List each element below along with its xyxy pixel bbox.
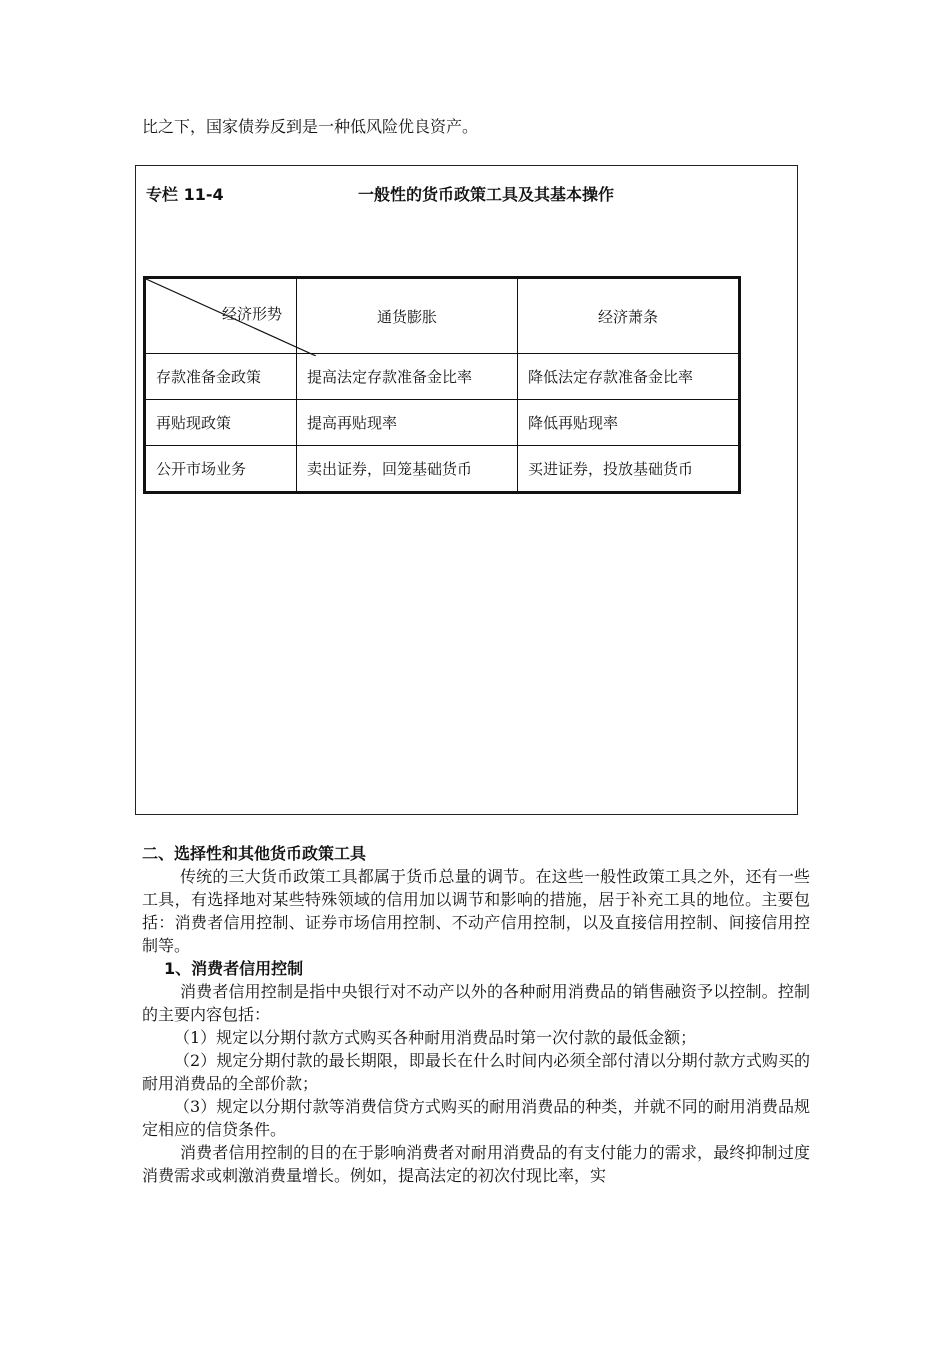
list-item: （2）规定分期付款的最长期限，即最长在什么时间内必须全部付清以分期付款方式购买的耐用消费品的全部价款； [142,1051,810,1093]
table-header-row [145,278,740,354]
table-row [145,446,740,493]
inflation-cell: 提高法定存款准备金比率 [297,354,518,400]
table-row [145,354,740,400]
tool-cell: 公开市场业务 [145,446,297,493]
corner-header-label: 经济形势 [221,305,282,323]
paragraph: 传统的三大货币政策工具都属于货币总量的调节。在这些一般性政策工具之外，还有一些工具，有选择地对某些特殊领域的信用加以调节和影响的措施，居于补充工具的地位。主要包括：消费者信用控制、证券市场信用控制、不动产信用控制，以及直接信用控制、间接信用控制等。 [142,867,810,955]
policy-table [143,276,741,494]
tool-cell: 再贴现政策 [145,400,297,446]
inflation-cell: 提高再贴现率 [297,400,518,446]
header-inflation: 通货膨胀 [297,278,518,354]
box-label: 专栏 11-4 [146,185,224,204]
table-row [145,400,740,446]
paragraph: 消费者信用控制是指中央银行对不动产以外的各种耐用消费品的销售融资予以控制。控制的主要内容包括： [142,982,810,1024]
inflation-cell: 卖出证券，回笼基础货币 [297,446,518,493]
intro-line: 比之下，国家债券反到是一种低风险优良资产。 [142,117,479,136]
depression-cell: 降低法定存款准备金比率 [518,354,740,400]
depression-cell: 降低再贴现率 [518,400,740,446]
sidebar-box [135,165,798,815]
section-body [142,842,810,1187]
tool-cell: 存款准备金政策 [145,354,297,400]
paragraph: 消费者信用控制的目的在于影响消费者对耐用消费品的有支付能力的需求，最终抑制过度消费需求或刺激消费量增长。例如，提高法定的初次付现比率，实 [142,1143,810,1185]
depression-cell: 买进证券，投放基础货币 [518,446,740,493]
corner-header-cell [145,278,297,354]
header-depression: 经济萧条 [518,278,740,354]
section-heading: 二、选择性和其他货币政策工具 [142,844,367,863]
list-item: （1）规定以分期付款方式购买各种耐用消费品时第一次付款的最低金额； [174,1028,697,1047]
sub-heading: 1、消费者信用控制 [164,959,304,978]
box-title: 一般性的货币政策工具及其基本操作 [358,185,615,204]
list-item: （3）规定以分期付款等消费信贷方式购买的耐用消费品的种类，并就不同的耐用消费品规定相应的信贷条件。 [142,1097,810,1139]
